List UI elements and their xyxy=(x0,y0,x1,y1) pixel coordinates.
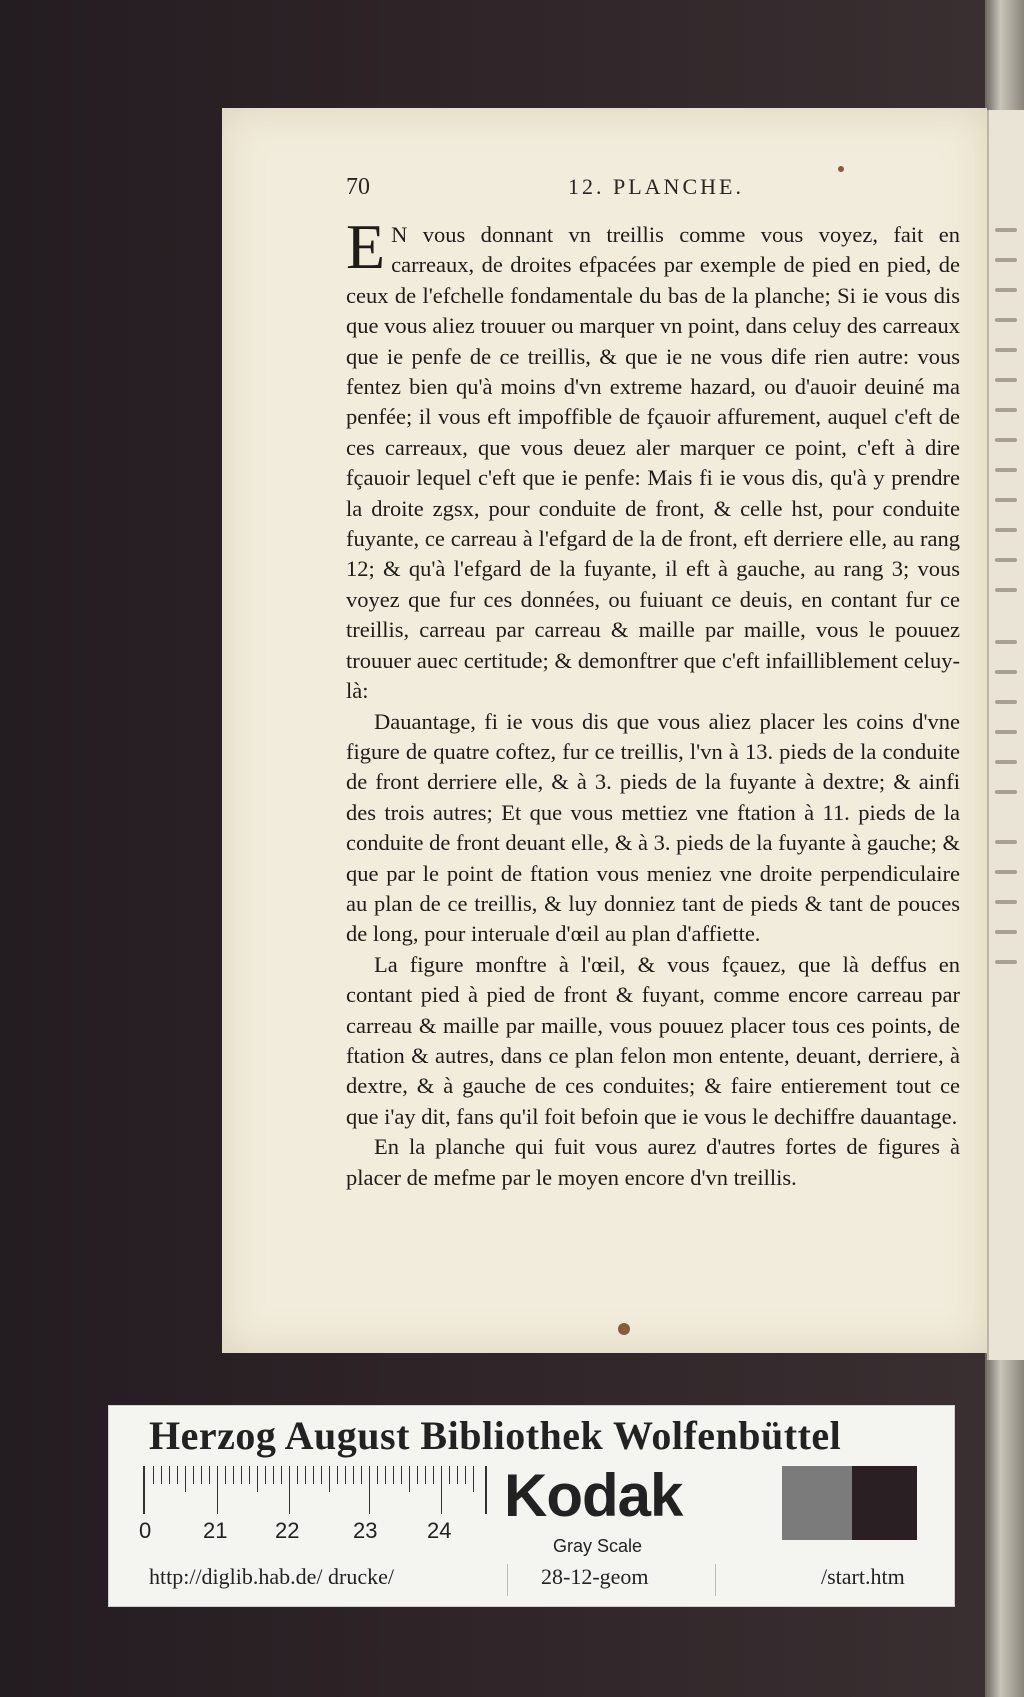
swatch-white xyxy=(712,1466,782,1540)
body-text xyxy=(346,211,960,1193)
paragraph-1-text: N vous donnant vn treillis comme vous voyez, fait en carreaux, de droites efpacées par exemple de pied en pied, de ceux de l'efchelle fondamentale du bas de la planche; Si ie vous dis que vous aliez trouuer ou marquer vn point, dans celuy des carreaux que ie penfe de ce treillis, & que ie ne vous dife rien autre: vous fentez bien qu'à moins d'vn extreme hazard, ou d'auoir deuiné ma penfée; il vous eft impoffible de fçauoir affurement, auquel c'eft de ces carreaux, que vous deuez aler marquer ce point, c'eft à dire fçauoir lequel c'eft que ie penfe: Mais fi ie vous dis, qu'à y prendre la droite zgsx, pour conduite de front, & celle hst, pour conduite fuyante, ce carreau à l'efgard de la de front, eft derriere elle, au rang 12; & qu'à l'efgard de la fuyante, il eft à gauche, au rang 3; vous voyez que fur ces données, ou fuiuant ce deuis, en contant fur ce treillis, carreau par carreau & maille par maille, vous le pouuez trouuer auec certitude; & demonftrer que c'eft infailliblement celuy-là: xyxy=(346,222,960,704)
url-suffix: /start.htm xyxy=(821,1564,905,1589)
paragraph-1 xyxy=(346,211,960,707)
measurement-ruler xyxy=(143,1466,487,1514)
ink-spot xyxy=(618,1323,630,1335)
book-page xyxy=(222,108,987,1353)
library-color-card xyxy=(108,1405,955,1607)
page-header xyxy=(346,174,946,204)
paragraph-2: Dauantage, fi ie vous dis que vous aliez placer les coins d'vne figure de quatre coftez, fur ce treillis, l'vn à 13. pieds de la conduite de front derriere elle, & à 3. pieds de la fuyante à dextre; & ainfi des trois autres; Et que vous mettiez vne ftation à 11. pieds de la conduite de front deuant elle, & à 3. pieds de la fuyante à gauche; & que par le point de ftation vous meniez vne droite perpendiculaire au plan de ce treillis, & luy donniez tant de pieds & tant de pouces de long, pour interuale d'œil au plan d'affiette. xyxy=(346,708,960,947)
url-row xyxy=(149,1564,929,1598)
paragraph-4: En la planche qui fuit vous aurez d'autres fortes de figures à placer de mefme par le moyen encore d'vn treillis. xyxy=(346,1134,960,1190)
gray-scale-swatches xyxy=(712,1466,917,1540)
ruler-number: 21 xyxy=(203,1518,228,1543)
url-base: http://diglib.hab.de/ drucke/ xyxy=(149,1564,395,1589)
swatch-black xyxy=(852,1466,917,1540)
swatch-gray xyxy=(782,1466,852,1540)
ruler-number: 22 xyxy=(275,1518,300,1543)
drop-cap: E xyxy=(346,211,386,282)
ruler-numbers xyxy=(139,1518,483,1546)
kodak-logo: Kodak xyxy=(504,1462,683,1529)
paragraph-3: La figure monftre à l'œil, & vous fçauez, que là deffus en contant pied à pied de front & fuyant, comme encore carreau par carreau & maille par maille, vous pouuez placer tous ces points, de ftation & autres, dans ce plan felon mon entente, deuant, derriere, à dextre, & à gauche de ces conduites; & faire entierement tout ce que i'ay dit, fans qu'il foit befoin que ie vous le dechiffre dauantage. xyxy=(346,951,960,1129)
ruler-number: 24 xyxy=(427,1518,452,1543)
page-number: 70 xyxy=(346,174,370,200)
card-title: Herzog August Bibliothek Wolfenbüttel xyxy=(149,1413,842,1458)
running-title: 12. PLANCHE. xyxy=(568,174,744,199)
gray-scale-label: Gray Scale xyxy=(553,1536,643,1556)
ruler-number: 23 xyxy=(353,1518,378,1543)
ruler-number: 0 xyxy=(139,1518,152,1543)
facing-page-strip xyxy=(987,110,1024,1360)
url-shelfmark: 28-12-geom xyxy=(541,1564,649,1589)
ink-spot xyxy=(838,166,844,172)
